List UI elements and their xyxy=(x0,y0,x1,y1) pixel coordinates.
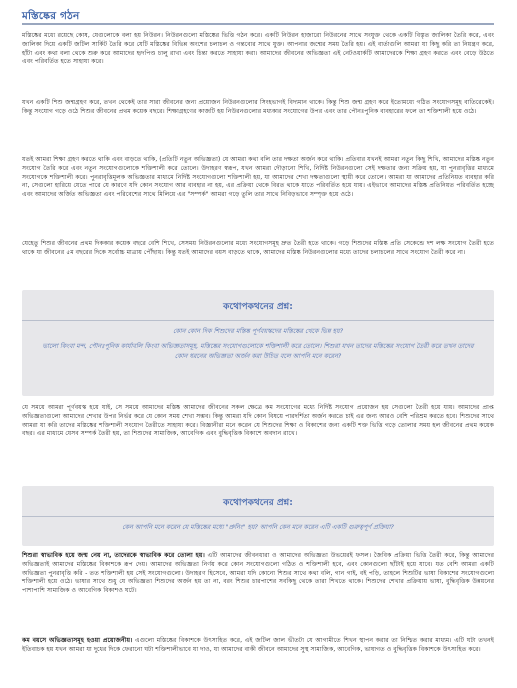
discussion-question: কোন কোন দিক শিশুদের মস্তিষ্ক পূর্ণবয়স্কদের মস্তিষ্কের থেকে ভিন্ন হয়? xyxy=(172,328,344,335)
title-divider xyxy=(22,23,494,25)
paragraph-7-lead: কম বয়সে অভিজ্ঞতাসমূহ হওয়া প্রয়োজনীয়। xyxy=(22,637,133,644)
paragraph-3: যতই আমরা শিক্ষা গ্রহণ করতে থাকি এবং বাড়তে থাকি, (প্রতিটি নতুন অভিজ্ঞতা) যে আমরা কথা বলি তার দক্ষতা অর্জন করে থাকি। প্রতিবার যখনই আমরা নতুন কিছু শিখি, আমাদের মস্তিষ্ক নতুন সংযোগ তৈরি করে এবং নতুন সংযোগগুলোকে শক্তিশালী করে তোলে। উদাহরণ স্বরূপ, যখন আমরা দৌড়ানো শিখি, নির্দিষ্ট নিউরনগুলো সেই দক্ষতার জন্য সক্রিয় হয়, যা পুনরাবৃত্তির মাধ্যমে সংযোগকে শক্তিশালী করে। পুনরাবৃত্তিমূলক অভিজ্ঞতার মাধ্যমে নির্দিষ্ট সংযোগগুলো শক্তিশালী হয়, যা আমাদের শেখা দক্ষতাগুলো স্থায়ী করে তোলে। আমরা যা আমাদের প্রতিনিয়ত ব্যবহার করি না, সেগুলো হারিয়ে যেতে পারে যে কারণে যদি কোন সংযোগ আর ব্যবহার না হয়, এর প্রক্রিয়া থেকে বিরত থাকে যাতে পরিবর্তিত হয়ে যায়। এইভাবে আমাদের মস্তিষ্ক প্রতিনিয়ত পরিবর্তিত হচ্ছে এবং আমাদের অর্জিত অভিজ্ঞতা এবং পরিবেশের সাথে মিলিয়ে এর "সম্পর্ক" আমরা গড়ে তুলি তার সাথে নিবিড়ভাবে সম্পৃক্ত হয়ে ওঠে। xyxy=(22,156,494,199)
paragraph-1: মস্তিষ্কের মধ্যে রয়েছে কোষ, যেগুলোকে বলা হয় নিউরন। নিউরনগুলো মস্তিষ্কের ভিত্তি গঠন করে। একটি নিউরন হাজারো নিউরনের সাথে সংযুক্ত থেকে একটি বিস্তৃত জালিকা তৈরি করে, এবং জালিকা দিয়ে একটি জটিল সার্কিট তৈরি করে যেটি মস্তিষ্কের বিভিন্ন অংশের চলাচল ও গন্তব্যের সাথে যুক্ত। আপনার জন্মের সময় তৈরি হয়। এই বার্তাগুলি আমরা যা কিছু করি তা নিয়ন্ত্রণ করে, হাঁটা এবং কথা বলা থেকে শুরু করে আমাদের হৃদপিণ্ড চালু রাখা এবং চিন্তা করতে সাহায্য করা। আমাদের জীবনের অভিজ্ঞতা এই নেটওয়ার্কটি আমাদেরকে শিক্ষা গ্রহণ করতে এবং বেড়ে উঠতে এবং পরিবর্তিত হতে সাহায্য করে। xyxy=(22,32,494,66)
paragraph-7-body: এগুলো মস্তিষ্কের বিকাশকে উৎসাহিত করে, এই জটিল জাল ভীতটা যে আগামীতে শিখন স্থাপন করার তা নিশ্চিত করার মাধ্যম। এটি ঘটা তখনই ইতিবাচক হয় যখন আমরা যা দুধের দিকে ফেরানো ঘটা শক্তিশালীভাবে যা দাও, যা আমাদের বাকী জীবনে আমাদের সুস্থ সামাজিক, আবেগিক, ভাষাগত ও বুদ্ধিবৃত্তিক বিকাশকে উৎসাহিত করে। xyxy=(22,637,494,653)
paragraph-6 xyxy=(22,552,494,596)
discussion-question: ভালো কিংবা মন্দ, পৌনঃপুনিক কার্যাবলি কিংবা অভিজ্ঞতাসমূহ, মস্তিষ্কের সংযোগগুলোকে শক্তিশালী করে তোলে। শিশুরা যখন তাদের মস্তিষ্কের সংযোগ তৈরী করে তখন তাদের কোন ধরনের অভিজ্ঞতা অর্জন করা উচিত বলে আপনি মনে করেন? xyxy=(42,342,474,360)
paragraph-6-lead: শিশুরা স্বাভাবিক হয়ে জন্ম নেয় না, তাদেরকে স্বাভাবিক করে তোলা হয়। xyxy=(22,552,205,559)
section-title: মস্তিষ্কের গঠন xyxy=(22,10,80,22)
discussion-question: কেন আপনি মনে করেন যে মস্তিষ্কের মধ্যে "প্রুনিং" হয়? আপনি কেন মনে করেন এটি একটি গুরুত্বপূর্ণ প্রক্রিয়া? xyxy=(122,524,394,531)
paragraph-2: যখন একটি শিশু জন্মগ্রহণ করে, তখন থেকেই তার সারা জীবনের জন্য প্রয়োজন নিউরনগুলোর সিংহভাগই বিদ্যমান থাকে। কিন্তু শিশু জন্ম গ্রহণ করে ইতোমধ্যে গঠিত সংযোগসমূহ বাতিরেকেই। কিন্তু সংযোগ গড়ে ওঠে শিশুর জীবনের প্রথম কয়েক বছরে। শিক্ষাগ্রহণের কাজটি হয় নিউরনগুলোর মধ্যকার সংযোগের উপর এবং তার পৌনঃপুনিক ব্যবহারের ফলে তা শক্তিশালী হয়ে ওঠে। xyxy=(22,99,494,115)
paragraph-6-body: এটি আমাদের জীবনধারা ও আমাদের অভিজ্ঞতা উভয়েরই ফসল। জৈবিক প্রক্রিয়া ভিত্তি তৈরী করে, কিন্তু আমাদের অভিজ্ঞতাই আমাদের মস্তিষ্কের বিকাশকে রূপ দেয়। আমাদের অভিজ্ঞতা নির্ণয় করে কোন সংযোগগুলো গঠিত ও শক্তিশালী হবে, এবং কোনগুলো ছাঁটাই হয়ে যাবে। যত বেশি আমরা একটি অভিজ্ঞতা পুনরাবৃত্তি করি - তত শক্তিশালী হয় সেই সংযোগগুলো। উদাহরণ হিসেবে, আমরা যদি কোনো শিশুর সাথে কথা বলি, গান গাই, বই পড়ি, তাহলে শিশুটির ভাষা বিকাশের সংযোগগুলো শক্তিশালী হয়ে ওঠে। ভাষার সাথে শুধু যে অভিজ্ঞতা শিশুদের অর্জন হয় তা না, বরং শিশুর চারপাশের সবকিছু থেকে তারা শিখতে থাকে। শিশুদের শেখার প্রক্রিয়ায় ভাষা, বুদ্ধিবৃত্তিক উন্নয়নের পাশাপাশি সামাজিক ও আবেগিক বিকাশও ঘটে। xyxy=(22,552,494,595)
discussion-heading: কথোপকথনের প্রশ্ন: xyxy=(223,302,293,312)
paragraph-5: যে সময়ে আমরা পূর্ণবয়স্ক হয়ে যাই, সে সময়ে আমাদের মস্তিষ্ক আমাদের জীবনের সকল ক্ষেত্রে কম সংযোগের মধ্যে নির্দিষ্ট সংযোগ প্রয়োজন হয় সেগুলো তৈরী হয়ে যায়। আমাদের প্রাপ্ত অভিজ্ঞতাগুলো আমাদের শেখার উপর নির্ভর করে যে কোন সময় শেখা সম্ভব। কিন্তু আমরা যদি কোন বিষয়ে পারদর্শিতা অর্জন করতে চাই এর জন্য আরও বেশি পরিশ্রম করতে হবে। শিশুদের সাথে আমরা যা করি তাদের মস্তিষ্কের শক্তিশালী সংযোগ তৈরীতে সাহায্য করে। বিজ্ঞানীরা মনে করেন যে শিশুদের শিক্ষা ও বিকাশের জন্য একটি শক্ত ভিত্তি গড়ে তোলার সময় হল জীবনের প্রথম কয়েক বছর। এর মাধ্যমে যেসব সম্পর্ক তৈরী হয়, তা শিশুদের সামাজিক, আবেগিক এবং বুদ্ধিবৃত্তিক বিকাশে অবদান রাখে। xyxy=(22,404,494,438)
discussion-heading: কথোপকথনের প্রশ্ন: xyxy=(223,498,293,508)
discussion-box-2 xyxy=(22,486,494,546)
paragraph-7 xyxy=(22,637,494,655)
paragraph-4: যেহেতু শিশুর জীবনের প্রথম দিককার কয়েক বছরে বেশি শিখে, সেসময় নিউরনগুলোর মধ্যে সংযোগসমূহ দ্রুত তৈরী হতে থাকে। গড়ে শিশুদের মস্তিষ্ক প্রতি সেকেন্ডে দশ লক্ষ সংযোগ তৈরী হতে থাকে যা জীবনের ৫ম বছরের দিকে সর্বোচ্চ মাত্রায় পৌঁছায়। কিন্তু যতই আমাদের বয়স বাড়তে থাকে, আমাদের মস্তিষ্ক নিউরনগুলোর মধ্যে তাদের চলাচলের সাথে সংযোগ তৈরী করে না। xyxy=(22,240,494,256)
discussion-box-1 xyxy=(22,290,494,396)
